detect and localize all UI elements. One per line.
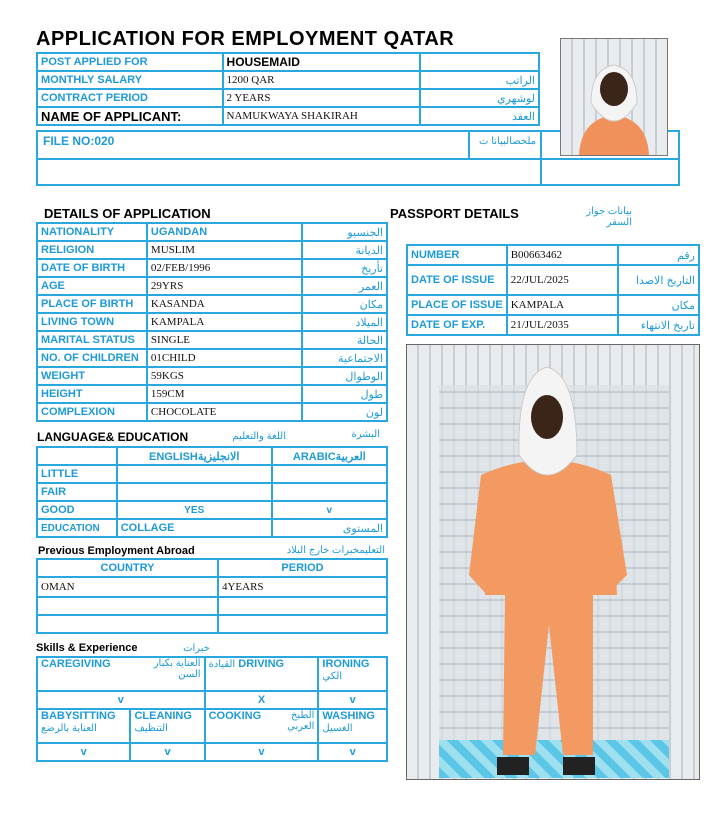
passport-ar: رقم [618, 245, 699, 265]
post-label: POST APPLIED FOR [37, 53, 223, 71]
details-label: NATIONALITY [37, 223, 147, 241]
details-row [37, 367, 387, 385]
details-label: HEIGHT [37, 385, 147, 403]
details-ar: طول [302, 385, 387, 403]
passport-ar: تاريخ الانتهاء [618, 315, 699, 335]
details-value: 02/FEB/1996 [147, 259, 302, 277]
post-value: HOUSEMAID [223, 53, 420, 71]
arabic-good: v [272, 501, 387, 519]
details-row [37, 349, 387, 367]
skill-ironing: IRONING الكي [318, 657, 387, 691]
level-little: LITTLE [37, 465, 117, 483]
details-label: DATE OF BIRTH [37, 259, 147, 277]
details-row [37, 403, 387, 421]
details-row [37, 259, 387, 277]
name-label: NAME OF APPLICANT: [37, 107, 223, 125]
language-heading: LANGUAGE& EDUCATION [37, 430, 189, 444]
passport-value: 21/JUL/2035 [507, 315, 618, 335]
passport-value: KAMPALA [507, 295, 618, 315]
language-heading-ar: اللغة والتعليم [232, 431, 286, 442]
employment-table [36, 558, 388, 634]
details-row [37, 313, 387, 331]
passport-row [407, 315, 699, 335]
applicant-photo-full [406, 344, 700, 780]
header-table [36, 52, 540, 126]
details-ar: الميلاد [302, 313, 387, 331]
details-ar: الوطوال [302, 367, 387, 385]
details-row [37, 385, 387, 403]
details-value: 159CM [147, 385, 302, 403]
education-label: EDUCATION [37, 519, 117, 537]
education-value: COLLAGE [117, 519, 272, 537]
skin-ar: البشرة [351, 429, 380, 440]
skills-heading-ar: خبرات [183, 643, 210, 654]
passport-label: PLACE OF ISSUE [407, 295, 507, 315]
passport-ar: التاريخ الاصدا [618, 265, 699, 295]
language-table [36, 446, 388, 538]
details-value: CHOCOLATE [147, 403, 302, 421]
english-header: ENGLISHالانجليزية [117, 447, 272, 465]
details-value: KAMPALA [147, 313, 302, 331]
salary-label: MONTHLY SALARY [37, 71, 223, 89]
details-ar: الاجتماعية [302, 349, 387, 367]
details-value: MUSLIM [147, 241, 302, 259]
skill-driving: القيادة DRIVING [205, 657, 319, 691]
contract-ar: لوشهري [420, 89, 539, 107]
passport-value: B00663462 [507, 245, 618, 265]
mark-caregiving: v [37, 691, 205, 709]
skill-babysitting: BABYSITTING العناية بالرضع [37, 709, 130, 743]
details-row [37, 223, 387, 241]
skill-cooking: COOKING الطبخ العربي [205, 709, 319, 743]
mark-cleaning: v [130, 743, 204, 761]
details-ar: الحالة [302, 331, 387, 349]
passport-table [406, 244, 700, 336]
level-good: GOOD [37, 501, 117, 519]
passport-label: DATE OF EXP. [407, 315, 507, 335]
details-value: 59KGS [147, 367, 302, 385]
period-header: PERIOD [218, 559, 387, 577]
details-ar: مكان [302, 295, 387, 313]
applicant-photo-small [560, 38, 668, 156]
passport-heading-ar: بيانات جواز السفر [586, 206, 632, 228]
details-ar: لون [302, 403, 387, 421]
mark-washing: v [318, 743, 387, 761]
skill-washing: WASHING الغسيل [318, 709, 387, 743]
details-ar: الجنسيو [302, 223, 387, 241]
mark-ironing: v [318, 691, 387, 709]
details-value: UGANDAN [147, 223, 302, 241]
details-row [37, 241, 387, 259]
skills-table [36, 656, 388, 762]
person-figure-small [561, 39, 667, 155]
details-label: RELIGION [37, 241, 147, 259]
passport-heading: PASSPORT DETAILS [390, 206, 519, 221]
skills-heading: Skills & Experience [36, 642, 138, 654]
details-ar: تأريخ [302, 259, 387, 277]
name-ar: العقد [420, 107, 539, 125]
mark-babysitting: v [37, 743, 130, 761]
details-label: LIVING TOWN [37, 313, 147, 331]
details-value: 01CHILD [147, 349, 302, 367]
passport-label: DATE OF ISSUE [407, 265, 507, 295]
details-ar: العمر [302, 277, 387, 295]
passport-label: NUMBER [407, 245, 507, 265]
passport-row [407, 245, 699, 265]
passport-value: 22/JUL/2025 [507, 265, 618, 295]
page-title: APPLICATION FOR EMPLOYMENT QATAR [36, 28, 455, 50]
passport-row [407, 295, 699, 315]
details-heading: DETAILS OF APPLICATION [44, 206, 211, 221]
details-label: MARITAL STATUS [37, 331, 147, 349]
salary-value: 1200 QAR [223, 71, 420, 89]
details-value: KASANDA [147, 295, 302, 313]
details-label: WEIGHT [37, 367, 147, 385]
contract-label: CONTRACT PERIOD [37, 89, 223, 107]
details-table [36, 222, 388, 422]
details-row [37, 331, 387, 349]
details-value: SINGLE [147, 331, 302, 349]
contract-value: 2 YEARS [223, 89, 420, 107]
country-header: COUNTRY [37, 559, 218, 577]
details-value: 29YRS [147, 277, 302, 295]
mark-cooking: v [205, 743, 319, 761]
passport-row [407, 265, 699, 295]
level-fair: FAIR [37, 483, 117, 501]
name-value: NAMUKWAYA SHAKIRAH [223, 107, 420, 125]
details-label: NO. OF CHILDREN [37, 349, 147, 367]
file-ar: ملخصالبيانا ت [479, 136, 536, 147]
skill-caregiving: CAREGIVING العناية بكبار السن [37, 657, 205, 691]
salary-ar: الراتب [420, 71, 539, 89]
employment-country: OMAN [37, 577, 218, 597]
employment-period: 4YEARS [218, 577, 387, 597]
education-ar: المستوى [272, 519, 387, 537]
details-label: AGE [37, 277, 147, 295]
mark-driving: X [205, 691, 319, 709]
employment-heading-ar: التعليمخبرات خارج البلاد [286, 545, 385, 556]
details-ar: الديانة [302, 241, 387, 259]
details-label: COMPLEXION [37, 403, 147, 421]
passport-ar: مكان [618, 295, 699, 315]
employment-heading: Previous Employment Abroad [38, 545, 195, 557]
skill-cleaning: CLEANING التنظيف [130, 709, 204, 743]
file-label: FILE NO:020 [43, 134, 115, 148]
arabic-header: ARABICالعربية [272, 447, 387, 465]
english-good: YES [117, 501, 272, 519]
person-figure-full [407, 345, 699, 779]
details-row [37, 295, 387, 313]
details-label: PLACE OF BIRTH [37, 295, 147, 313]
details-row [37, 277, 387, 295]
